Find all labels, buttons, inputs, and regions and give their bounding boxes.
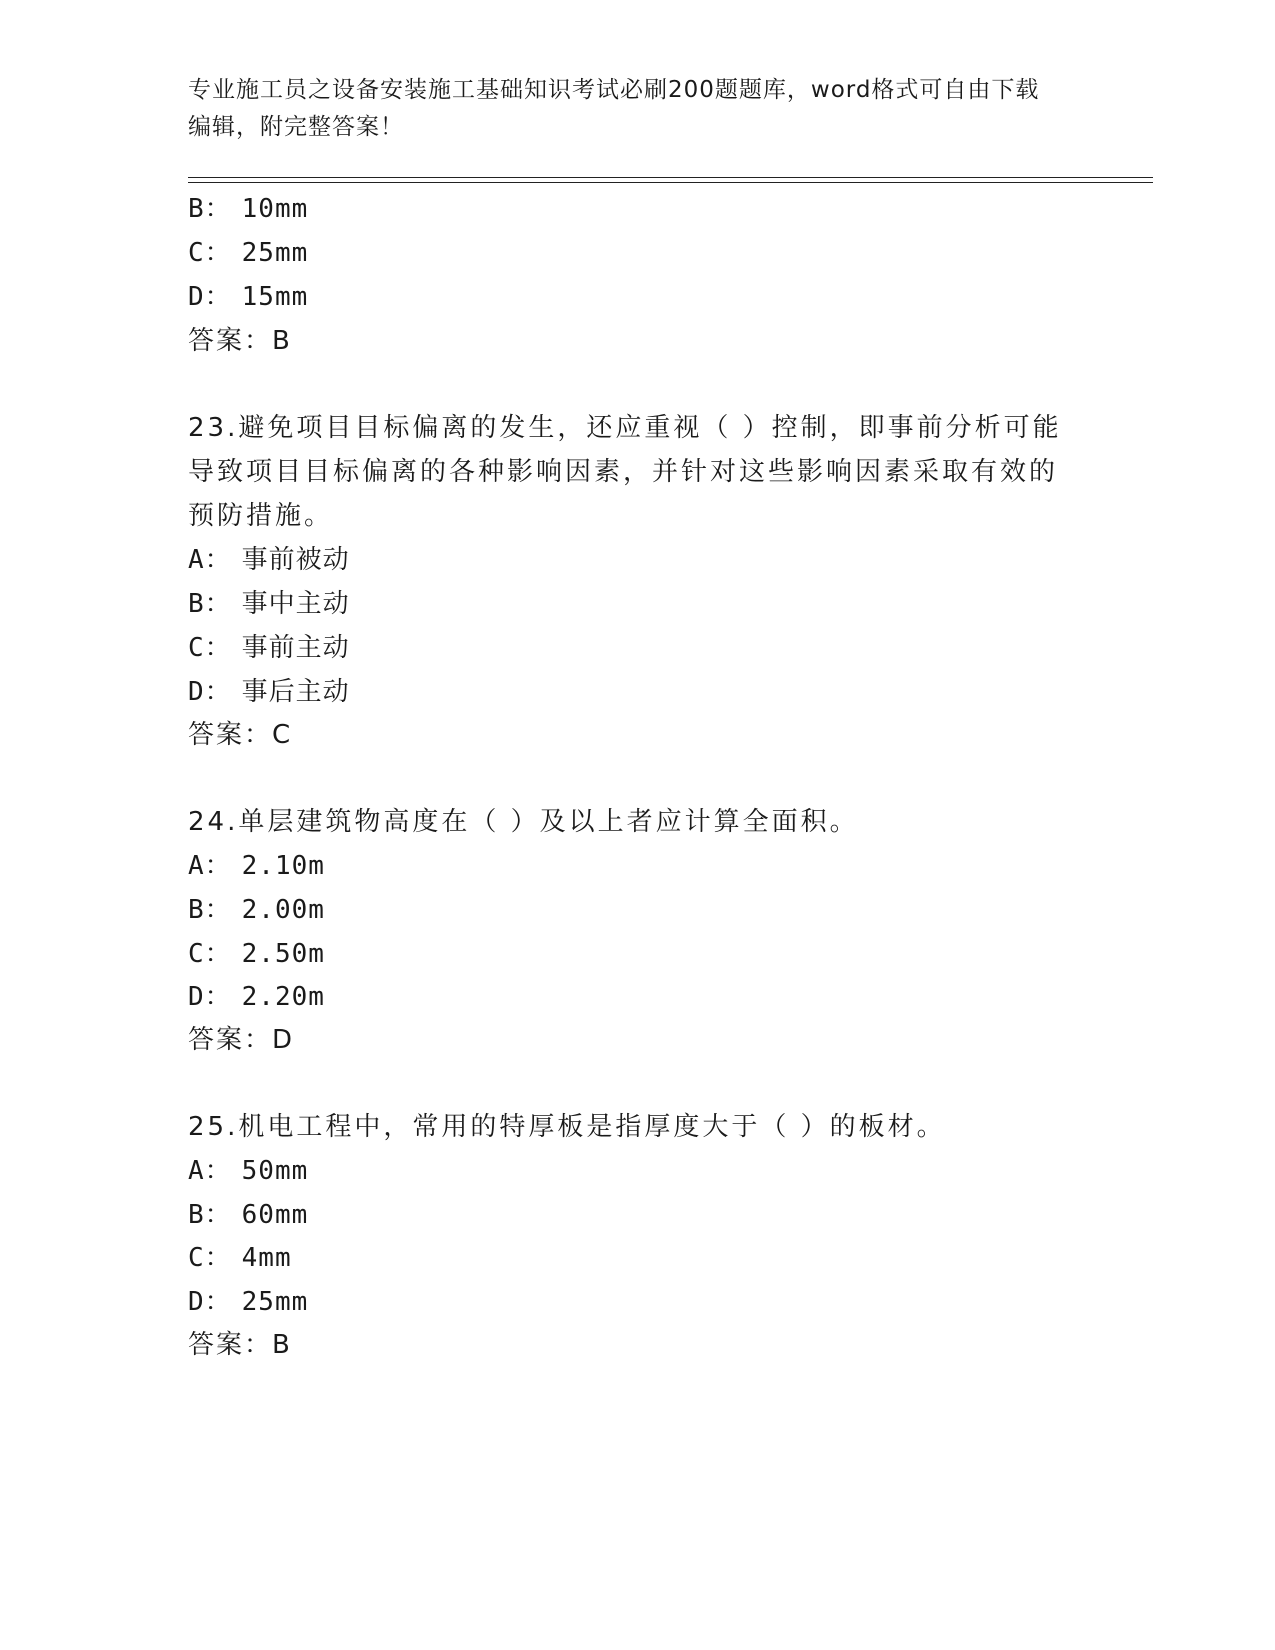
header-line-1: 专业施工员之设备安装施工基础知识考试必刷200题题库，word格式可自由下载 xyxy=(188,77,1040,103)
q23-option-c xyxy=(188,632,350,664)
option-text: 15mm xyxy=(241,282,309,312)
q24-answer: 答案：D xyxy=(188,1025,295,1055)
option-letter: B： xyxy=(188,589,232,619)
option-text: 25mm xyxy=(241,1287,309,1317)
option-letter: C： xyxy=(188,939,232,969)
header-rule-top xyxy=(188,177,1153,178)
option-text: 事前主动 xyxy=(241,633,350,663)
option-letter: B： xyxy=(188,1200,232,1230)
option-letter: B： xyxy=(188,194,232,224)
option-text: 2.00m xyxy=(241,895,325,925)
q23-stem-line-2: 导致项目目标偏离的各种影响因素，并针对这些影响因素采取有效的 xyxy=(188,457,1059,487)
option-letter: A： xyxy=(188,1156,232,1186)
q22-option-c xyxy=(188,237,308,269)
q22-option-b xyxy=(188,193,308,225)
option-letter: C： xyxy=(188,238,232,268)
q23-option-a xyxy=(188,544,350,576)
option-letter: B： xyxy=(188,895,232,925)
q25-answer: 答案：B xyxy=(188,1330,292,1360)
q25-stem-line-1: 25.机电工程中，常用的特厚板是指厚度大于（ ）的板材。 xyxy=(188,1112,946,1142)
option-letter: D： xyxy=(188,677,232,707)
q25-option-b xyxy=(188,1199,308,1231)
option-text: 4mm xyxy=(241,1243,292,1273)
q23-option-d xyxy=(188,676,350,708)
option-letter: D： xyxy=(188,1287,232,1317)
option-text: 60mm xyxy=(241,1200,309,1230)
option-text: 2.10m xyxy=(241,851,325,881)
q25-option-c xyxy=(188,1242,292,1274)
option-letter: C： xyxy=(188,1243,232,1273)
q24-option-a xyxy=(188,850,325,882)
option-letter: D： xyxy=(188,282,232,312)
q23-answer: 答案：C xyxy=(188,720,293,750)
q25-option-a xyxy=(188,1155,308,1187)
document-header xyxy=(188,72,1088,146)
q25-option-d xyxy=(188,1286,308,1318)
q24-option-c xyxy=(188,938,325,970)
option-text: 2.50m xyxy=(241,939,325,969)
option-text: 事中主动 xyxy=(241,589,350,619)
option-letter: D： xyxy=(188,982,232,1012)
q23-stem-line-1: 23.避免项目目标偏离的发生，还应重视（ ）控制，即事前分析可能 xyxy=(188,413,1062,443)
option-letter: C： xyxy=(188,633,232,663)
option-letter: A： xyxy=(188,545,232,575)
header-rule-bottom xyxy=(188,182,1153,183)
q24-option-b xyxy=(188,894,325,926)
option-text: 事后主动 xyxy=(241,677,350,707)
q24-stem-line-1: 24.单层建筑物高度在（ ）及以上者应计算全面积。 xyxy=(188,807,859,837)
option-text: 50mm xyxy=(241,1156,309,1186)
header-line-2: 编辑，附完整答案！ xyxy=(188,114,404,140)
option-text: 25mm xyxy=(241,238,309,268)
option-text: 10mm xyxy=(241,194,309,224)
q22-answer: 答案：B xyxy=(188,326,292,356)
option-letter: A： xyxy=(188,851,232,881)
q24-option-d xyxy=(188,981,325,1013)
option-text: 2.20m xyxy=(241,982,325,1012)
option-text: 事前被动 xyxy=(241,545,350,575)
q22-option-d xyxy=(188,281,308,313)
q23-stem-line-3: 预防措施。 xyxy=(188,501,334,531)
q23-option-b xyxy=(188,588,350,620)
